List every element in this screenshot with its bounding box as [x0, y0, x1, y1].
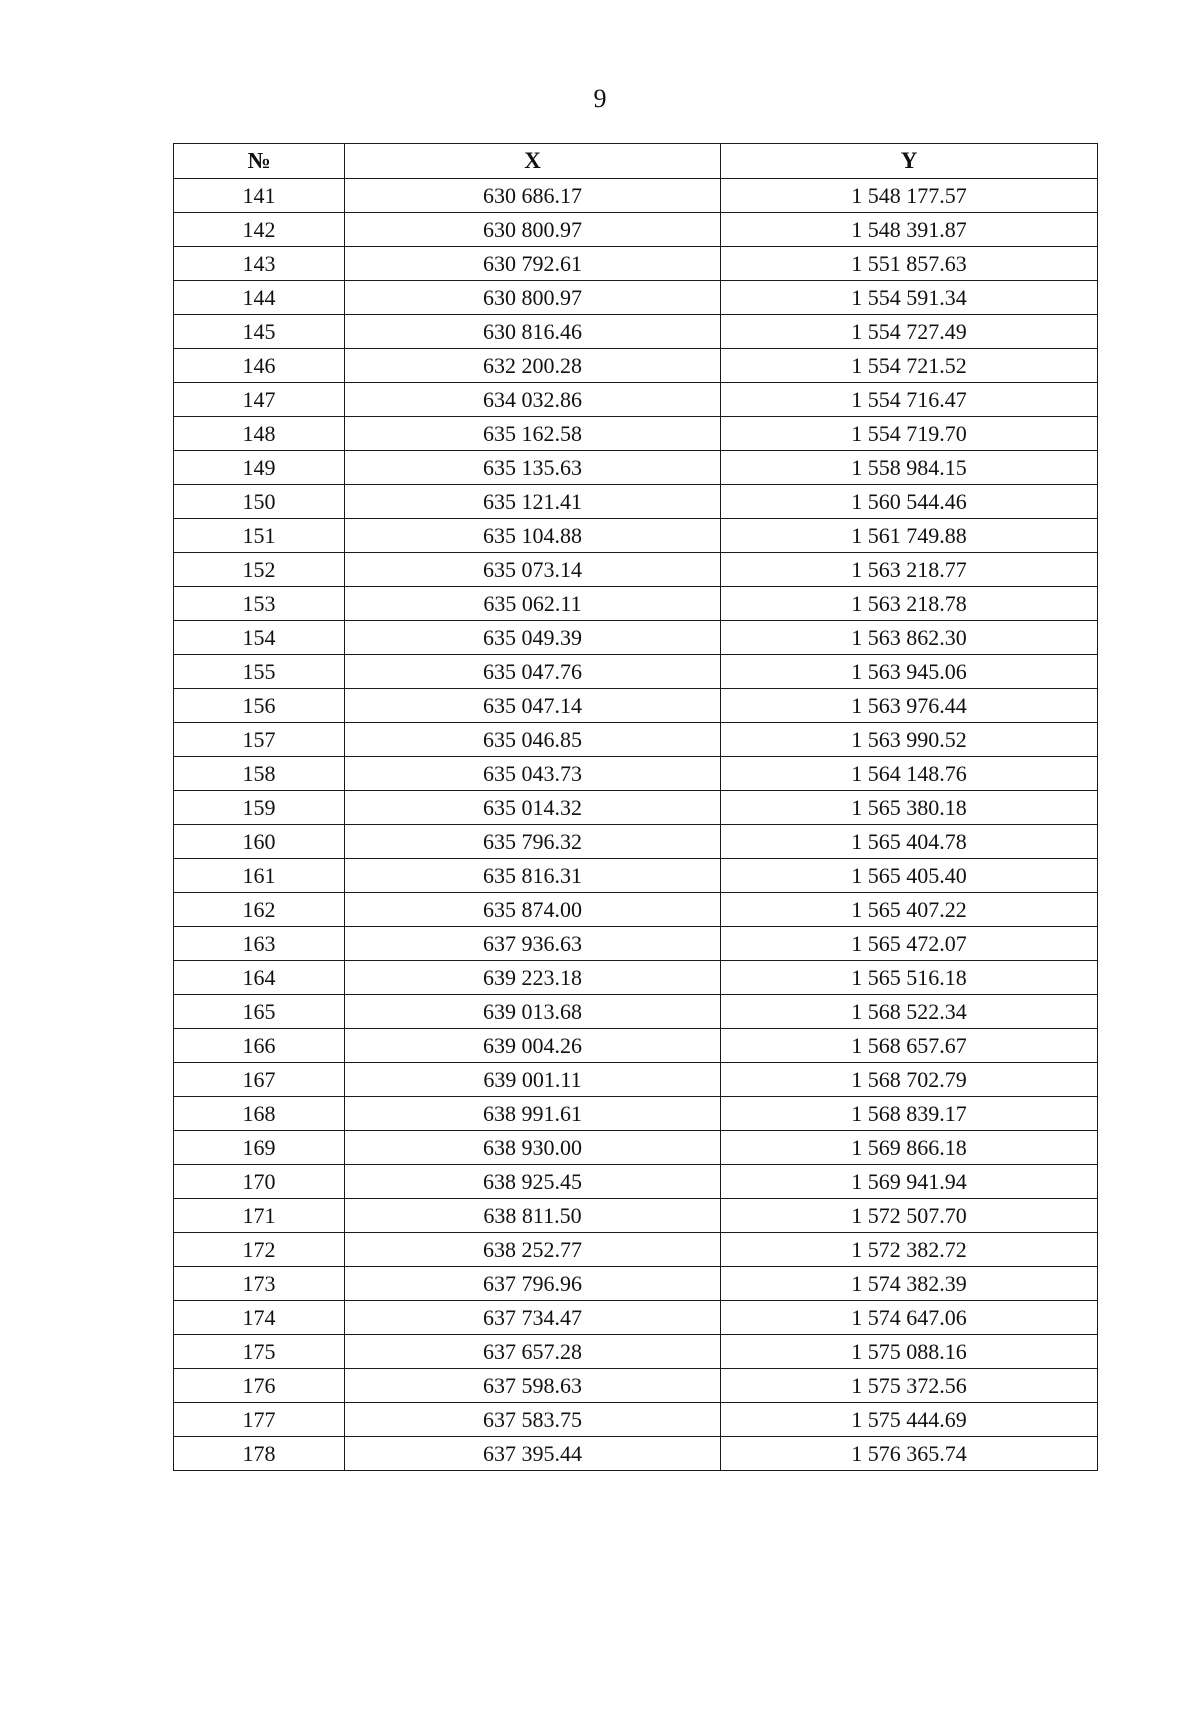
cell-x: 632 200.28	[345, 349, 721, 383]
table-row	[174, 1369, 1098, 1403]
cell-number: 171	[174, 1199, 345, 1233]
table-row	[174, 927, 1098, 961]
cell-x: 630 816.46	[345, 315, 721, 349]
cell-x: 639 004.26	[345, 1029, 721, 1063]
cell-y: 1 554 716.47	[721, 383, 1098, 417]
cell-number: 144	[174, 281, 345, 315]
table-row	[174, 1199, 1098, 1233]
table-row	[174, 417, 1098, 451]
cell-y: 1 563 945.06	[721, 655, 1098, 689]
table-row	[174, 1165, 1098, 1199]
cell-y: 1 548 177.57	[721, 179, 1098, 213]
cell-x: 635 162.58	[345, 417, 721, 451]
cell-x: 637 796.96	[345, 1267, 721, 1301]
cell-y: 1 565 404.78	[721, 825, 1098, 859]
cell-y: 1 576 365.74	[721, 1437, 1098, 1471]
cell-number: 161	[174, 859, 345, 893]
cell-number: 143	[174, 247, 345, 281]
cell-number: 170	[174, 1165, 345, 1199]
cell-y: 1 574 647.06	[721, 1301, 1098, 1335]
cell-x: 639 001.11	[345, 1063, 721, 1097]
table-row	[174, 1437, 1098, 1471]
table-row	[174, 1063, 1098, 1097]
table-row	[174, 213, 1098, 247]
table-row	[174, 859, 1098, 893]
table-row	[174, 519, 1098, 553]
cell-number: 168	[174, 1097, 345, 1131]
cell-y: 1 572 382.72	[721, 1233, 1098, 1267]
cell-y: 1 569 866.18	[721, 1131, 1098, 1165]
table-body	[174, 179, 1098, 1471]
header-number: №	[174, 144, 345, 179]
cell-number: 141	[174, 179, 345, 213]
table-row	[174, 1029, 1098, 1063]
cell-y: 1 565 472.07	[721, 927, 1098, 961]
cell-x: 630 800.97	[345, 213, 721, 247]
cell-y: 1 568 657.67	[721, 1029, 1098, 1063]
table-row	[174, 1097, 1098, 1131]
cell-number: 178	[174, 1437, 345, 1471]
cell-y: 1 554 719.70	[721, 417, 1098, 451]
cell-number: 172	[174, 1233, 345, 1267]
cell-x: 630 686.17	[345, 179, 721, 213]
cell-x: 635 046.85	[345, 723, 721, 757]
cell-number: 169	[174, 1131, 345, 1165]
cell-y: 1 563 976.44	[721, 689, 1098, 723]
table-row	[174, 315, 1098, 349]
cell-number: 152	[174, 553, 345, 587]
table-row	[174, 757, 1098, 791]
table-row	[174, 689, 1098, 723]
cell-number: 145	[174, 315, 345, 349]
cell-x: 635 047.14	[345, 689, 721, 723]
cell-x: 635 049.39	[345, 621, 721, 655]
table-row	[174, 791, 1098, 825]
cell-y: 1 563 218.78	[721, 587, 1098, 621]
cell-y: 1 575 372.56	[721, 1369, 1098, 1403]
table-row	[174, 961, 1098, 995]
cell-number: 166	[174, 1029, 345, 1063]
table-row	[174, 451, 1098, 485]
cell-y: 1 575 444.69	[721, 1403, 1098, 1437]
table-row	[174, 723, 1098, 757]
cell-x: 635 135.63	[345, 451, 721, 485]
cell-y: 1 548 391.87	[721, 213, 1098, 247]
cell-y: 1 569 941.94	[721, 1165, 1098, 1199]
cell-y: 1 565 407.22	[721, 893, 1098, 927]
cell-x: 637 598.63	[345, 1369, 721, 1403]
cell-x: 634 032.86	[345, 383, 721, 417]
cell-y: 1 575 088.16	[721, 1335, 1098, 1369]
cell-y: 1 565 380.18	[721, 791, 1098, 825]
cell-number: 159	[174, 791, 345, 825]
table-row	[174, 553, 1098, 587]
cell-x: 638 991.61	[345, 1097, 721, 1131]
cell-number: 151	[174, 519, 345, 553]
cell-x: 635 816.31	[345, 859, 721, 893]
cell-number: 147	[174, 383, 345, 417]
cell-x: 637 734.47	[345, 1301, 721, 1335]
table-row	[174, 1267, 1098, 1301]
cell-number: 156	[174, 689, 345, 723]
cell-number: 142	[174, 213, 345, 247]
cell-y: 1 561 749.88	[721, 519, 1098, 553]
cell-y: 1 568 839.17	[721, 1097, 1098, 1131]
cell-number: 146	[174, 349, 345, 383]
cell-number: 162	[174, 893, 345, 927]
table-row	[174, 1131, 1098, 1165]
table-row	[174, 485, 1098, 519]
cell-y: 1 563 862.30	[721, 621, 1098, 655]
table-row	[174, 1403, 1098, 1437]
cell-y: 1 560 544.46	[721, 485, 1098, 519]
cell-x: 639 013.68	[345, 995, 721, 1029]
table-row	[174, 1301, 1098, 1335]
cell-x: 637 657.28	[345, 1335, 721, 1369]
cell-number: 154	[174, 621, 345, 655]
cell-y: 1 563 990.52	[721, 723, 1098, 757]
cell-x: 630 800.97	[345, 281, 721, 315]
cell-x: 635 796.32	[345, 825, 721, 859]
cell-x: 635 014.32	[345, 791, 721, 825]
cell-number: 177	[174, 1403, 345, 1437]
cell-x: 638 925.45	[345, 1165, 721, 1199]
cell-x: 635 062.11	[345, 587, 721, 621]
cell-number: 175	[174, 1335, 345, 1369]
table-row	[174, 247, 1098, 281]
cell-x: 635 073.14	[345, 553, 721, 587]
cell-number: 164	[174, 961, 345, 995]
cell-x: 638 252.77	[345, 1233, 721, 1267]
table-row	[174, 349, 1098, 383]
cell-y: 1 565 516.18	[721, 961, 1098, 995]
cell-y: 1 564 148.76	[721, 757, 1098, 791]
cell-x: 635 874.00	[345, 893, 721, 927]
table-row	[174, 825, 1098, 859]
table-row	[174, 655, 1098, 689]
cell-number: 160	[174, 825, 345, 859]
cell-number: 176	[174, 1369, 345, 1403]
cell-x: 630 792.61	[345, 247, 721, 281]
cell-number: 158	[174, 757, 345, 791]
coordinates-table	[173, 143, 1098, 1471]
cell-y: 1 568 522.34	[721, 995, 1098, 1029]
cell-number: 173	[174, 1267, 345, 1301]
header-y: Y	[721, 144, 1098, 179]
table-header-row	[174, 144, 1098, 179]
cell-number: 149	[174, 451, 345, 485]
cell-number: 174	[174, 1301, 345, 1335]
cell-y: 1 554 727.49	[721, 315, 1098, 349]
cell-y: 1 563 218.77	[721, 553, 1098, 587]
table-row	[174, 383, 1098, 417]
table-row	[174, 1335, 1098, 1369]
cell-number: 153	[174, 587, 345, 621]
cell-y: 1 551 857.63	[721, 247, 1098, 281]
cell-y: 1 574 382.39	[721, 1267, 1098, 1301]
cell-x: 638 930.00	[345, 1131, 721, 1165]
cell-y: 1 565 405.40	[721, 859, 1098, 893]
cell-number: 150	[174, 485, 345, 519]
cell-x: 635 104.88	[345, 519, 721, 553]
cell-number: 148	[174, 417, 345, 451]
cell-y: 1 554 591.34	[721, 281, 1098, 315]
table-row	[174, 281, 1098, 315]
cell-x: 637 936.63	[345, 927, 721, 961]
table-row	[174, 587, 1098, 621]
table-row	[174, 1233, 1098, 1267]
cell-number: 163	[174, 927, 345, 961]
cell-x: 639 223.18	[345, 961, 721, 995]
cell-x: 635 121.41	[345, 485, 721, 519]
table-row	[174, 995, 1098, 1029]
cell-number: 165	[174, 995, 345, 1029]
table-row	[174, 179, 1098, 213]
cell-number: 167	[174, 1063, 345, 1097]
cell-y: 1 572 507.70	[721, 1199, 1098, 1233]
cell-y: 1 568 702.79	[721, 1063, 1098, 1097]
cell-y: 1 554 721.52	[721, 349, 1098, 383]
cell-x: 635 047.76	[345, 655, 721, 689]
cell-y: 1 558 984.15	[721, 451, 1098, 485]
header-x: X	[345, 144, 721, 179]
table-row	[174, 621, 1098, 655]
cell-number: 155	[174, 655, 345, 689]
table-row	[174, 893, 1098, 927]
cell-x: 637 395.44	[345, 1437, 721, 1471]
cell-x: 637 583.75	[345, 1403, 721, 1437]
cell-x: 635 043.73	[345, 757, 721, 791]
cell-x: 638 811.50	[345, 1199, 721, 1233]
page-number: 9	[593, 84, 607, 113]
cell-number: 157	[174, 723, 345, 757]
